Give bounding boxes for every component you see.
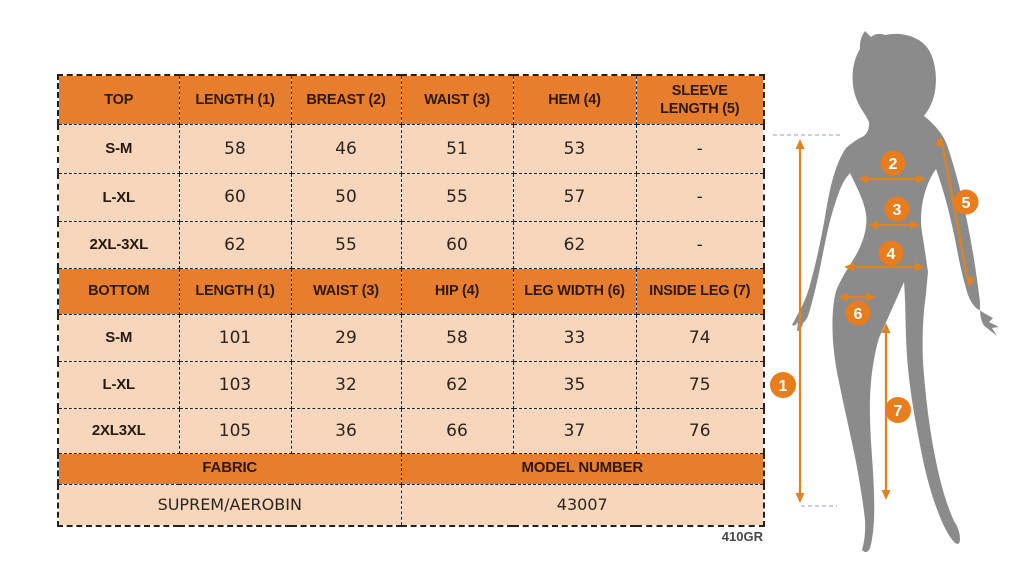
measurement-cell: 105 xyxy=(179,408,291,453)
measurement-cell: 57 xyxy=(513,173,636,221)
table-row xyxy=(58,221,764,268)
size-label: L-XL xyxy=(58,361,179,408)
svg-text:2: 2 xyxy=(888,156,898,173)
size-label: S-M xyxy=(58,314,179,361)
size-label: L-XL xyxy=(58,173,179,221)
top-header-row xyxy=(58,75,764,124)
measurement-cell: 103 xyxy=(179,361,291,408)
svg-text:1: 1 xyxy=(778,378,788,395)
measurement-cell: 76 xyxy=(636,408,764,453)
size-label: S-M xyxy=(58,124,179,173)
measurement-cell: 58 xyxy=(401,314,513,361)
measurement-cell: 29 xyxy=(291,314,401,361)
column-header: LENGTH (1) xyxy=(179,268,291,314)
table-row xyxy=(58,314,764,361)
measurement-cell: 46 xyxy=(291,124,401,173)
model-number-header: MODEL NUMBER xyxy=(401,453,764,484)
measurement-cell: 36 xyxy=(291,408,401,453)
size-label: 2XL3XL xyxy=(58,408,179,453)
model-number-value: 43007 xyxy=(401,484,764,526)
measurement-cell: 51 xyxy=(401,124,513,173)
measurement-cell: - xyxy=(636,124,764,173)
measurement-cell: 58 xyxy=(179,124,291,173)
measurement-cell: 33 xyxy=(513,314,636,361)
measurement-cell: - xyxy=(636,173,764,221)
measurement-cell: 62 xyxy=(513,221,636,268)
marker-circle-2 xyxy=(881,151,906,176)
measurement-cell: 74 xyxy=(636,314,764,361)
top-section-title: TOP xyxy=(58,75,179,124)
measurement-cell: 32 xyxy=(291,361,401,408)
measurement-cell: 55 xyxy=(401,173,513,221)
marker-circle-7 xyxy=(885,397,911,423)
measurement-cell: 62 xyxy=(401,361,513,408)
svg-text:6: 6 xyxy=(853,306,863,323)
measurement-cell: 60 xyxy=(179,173,291,221)
marker-circle-1 xyxy=(770,372,796,398)
woman-silhouette xyxy=(792,31,999,552)
size-chart-table xyxy=(57,74,765,527)
measurement-figure xyxy=(765,10,1024,555)
marker-circle-4 xyxy=(879,241,904,266)
svg-text:3: 3 xyxy=(892,202,902,219)
measurement-cell: 55 xyxy=(291,221,401,268)
svg-text:5: 5 xyxy=(961,195,971,212)
weight-note: 410GR xyxy=(721,529,763,544)
measurement-cell: 35 xyxy=(513,361,636,408)
measurement-cell: 50 xyxy=(291,173,401,221)
svg-text:7: 7 xyxy=(893,403,903,420)
table-row xyxy=(58,361,764,408)
measurement-cell: 37 xyxy=(513,408,636,453)
measurement-cell: 53 xyxy=(513,124,636,173)
column-header: WAIST (3) xyxy=(291,268,401,314)
column-header: INSIDE LEG (7) xyxy=(636,268,764,314)
fabric-header: FABRIC xyxy=(58,453,401,484)
fabric-model-value-row xyxy=(58,484,764,526)
measurement-cell: 62 xyxy=(179,221,291,268)
fabric-value: SUPREM/AEROBIN xyxy=(58,484,401,526)
column-header: HIP (4) xyxy=(401,268,513,314)
column-header: BREAST (2) xyxy=(291,75,401,124)
measurement-cell: 66 xyxy=(401,408,513,453)
size-label: 2XL-3XL xyxy=(58,221,179,268)
measurement-cell: 75 xyxy=(636,361,764,408)
column-header: HEM (4) xyxy=(513,75,636,124)
svg-text:4: 4 xyxy=(886,246,896,263)
bottom-section-title: BOTTOM xyxy=(58,268,179,314)
measurement-cell: 60 xyxy=(401,221,513,268)
column-header: SLEEVE LENGTH (5) xyxy=(636,75,764,124)
measurement-cell: 101 xyxy=(179,314,291,361)
table-row xyxy=(58,173,764,221)
column-header: WAIST (3) xyxy=(401,75,513,124)
column-header: LEG WIDTH (6) xyxy=(513,268,636,314)
measurement-cell: - xyxy=(636,221,764,268)
table-row xyxy=(58,124,764,173)
marker-circle-5 xyxy=(954,190,979,215)
marker-circle-6 xyxy=(846,301,871,326)
table-row xyxy=(58,408,764,453)
marker-circle-3 xyxy=(885,197,910,222)
fabric-model-header-row xyxy=(58,453,764,484)
column-header: LENGTH (1) xyxy=(179,75,291,124)
bottom-header-row xyxy=(58,268,764,314)
